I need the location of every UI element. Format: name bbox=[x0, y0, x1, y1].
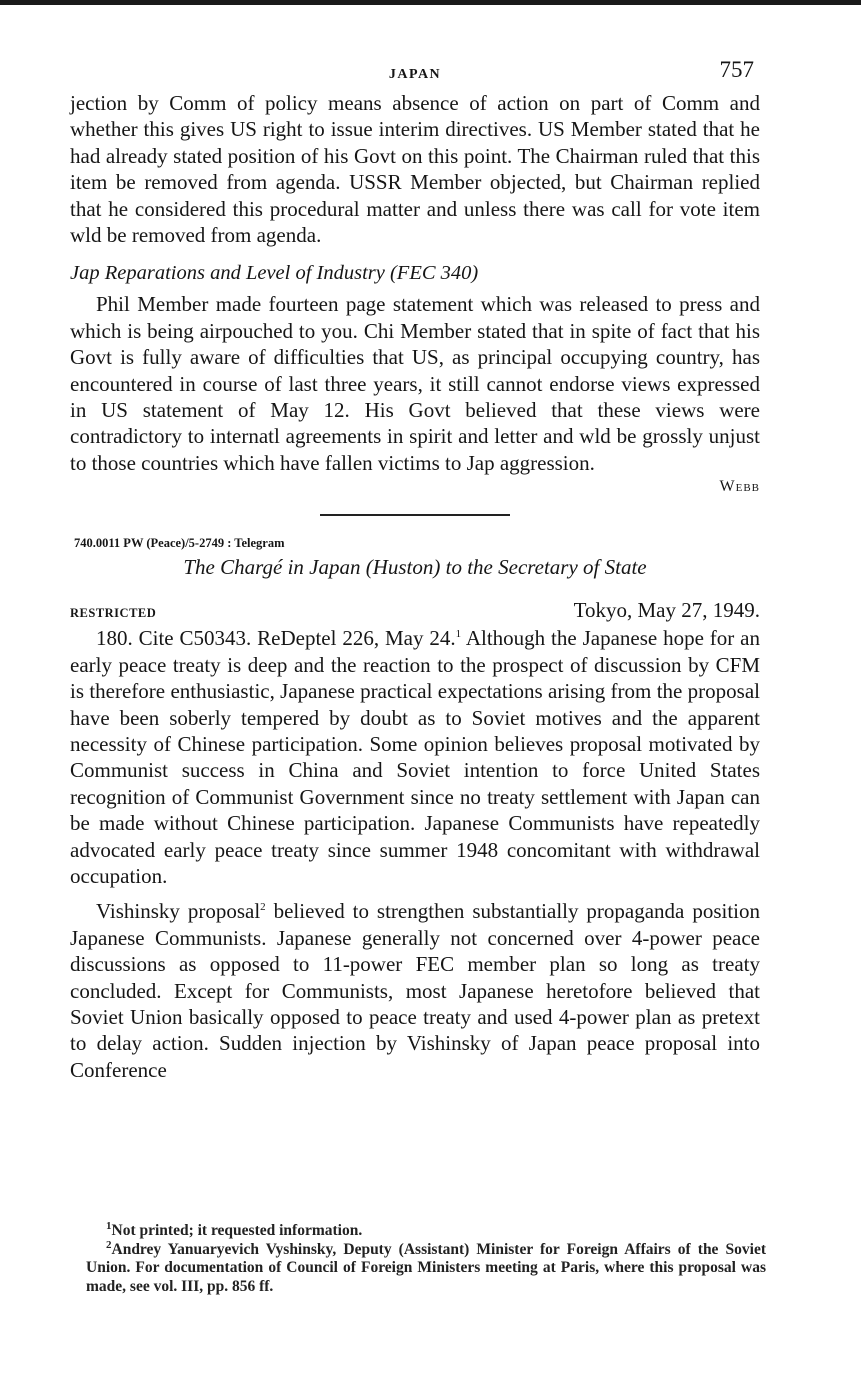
signature: Webb bbox=[719, 478, 760, 496]
telegram-paragraph-1 bbox=[70, 625, 760, 889]
file-reference: 740.0011 PW (Peace)/5-2749 : Telegram bbox=[74, 536, 285, 551]
paragraph-1-lead: 180. Cite C50343. ReDeptel 226, May 24. bbox=[96, 626, 456, 651]
dateline-row bbox=[70, 598, 760, 623]
continued-paragraph: jection by Comm of policy means absence of action on part of Comm and whether this gives US right to issue interim directives. US Member stated that he had already stated position of his Govt on this point. The Chairman ruled that this item be removed from agenda. USSR Member objected, but Chairman replied that he considered this procedural matter and unless there was call for vote item wld be removed from agenda. bbox=[70, 91, 760, 248]
paragraph-2-text: believed to strengthen substantially propaganda position Japanese Communists. Japanese generally not concerned over 4-power peace discussions as opposed to 11-power FEC member plan so long as treaty concluded. Except for Communists, most Japanese heretofore believed that Soviet Union basically opposed to peace treaty and used 4-power plan as pretext to delay action. Sudden injection by Vishinsky of Japan peace proposal into Conference bbox=[70, 899, 760, 1082]
footnote-ref-2: 2 bbox=[260, 901, 266, 914]
paragraph-1-text: Although the Japanese hope for an early peace treaty is deep and the reaction to the prospect of discussion by CFM is therefore enthusiastic, Japanese practical expectations arising from the proposal have been soberly tempered by doubt as to Soviet motives and the apparent necessity of Chinese participation. Some opinion believes proposal motivated by Communist success in China and Soviet intention to force United States recognition of Communist Government since no treaty settlement with Japan can be made without Chinese participation. Japanese Communists have repeatedly advocated early peace treaty since summer 1948 concomitant with withdrawal occupation. bbox=[70, 626, 760, 888]
footnote-marker-2: 2 bbox=[106, 1238, 112, 1251]
top-border-rule bbox=[0, 0, 861, 5]
footnote-text-2: Andrey Yanuaryevich Vyshinsky, Deputy (Assistant) Minister for Foreign Affairs of the Soviet Union. For documentation of Council of Foreign Ministers meeting at Paris, where this proposal was made, see vol. III, pp. 856 ff. bbox=[86, 1240, 766, 1295]
running-head bbox=[70, 50, 760, 90]
paragraph-2-lead: Vishinsky proposal bbox=[96, 899, 261, 924]
page-body bbox=[70, 50, 760, 1083]
footnote-1 bbox=[86, 1219, 766, 1241]
section-divider bbox=[320, 514, 510, 516]
running-head-title: JAPAN bbox=[388, 67, 442, 82]
footnote-ref-1: 1 bbox=[455, 628, 462, 641]
section-heading: Jap Reparations and Level of Industry (FEC 340) bbox=[70, 262, 479, 285]
footnote-text-1: Not printed; it requested information. bbox=[111, 1222, 363, 1239]
footnotes bbox=[86, 1219, 766, 1296]
dateline: Tokyo, May 27, 1949. bbox=[573, 598, 760, 623]
telegram-title: The Chargé in Japan (Huston) to the Secretary of State bbox=[183, 555, 647, 580]
page-number: 757 bbox=[719, 57, 754, 82]
section-paragraph: Phil Member made fourteen page statement which was released to press and which is being airpouched to you. Chi Member stated that in spite of fact that his Govt is fully aware of difficulties that US, as principal occupying country, has encountered in course of last three years, it still cannot endorse views expressed in US statement of May 12. His Govt believed that these views were contradictory to internatl agreements in spirit and letter and wld be grossly unjust to those countries which have fallen victims to Jap aggression. bbox=[70, 292, 760, 475]
footnote-marker-1: 1 bbox=[106, 1219, 112, 1232]
classification-label: RESTRICTED bbox=[70, 606, 157, 621]
telegram-paragraph-2 bbox=[70, 898, 760, 1083]
footnote-2 bbox=[86, 1238, 766, 1297]
